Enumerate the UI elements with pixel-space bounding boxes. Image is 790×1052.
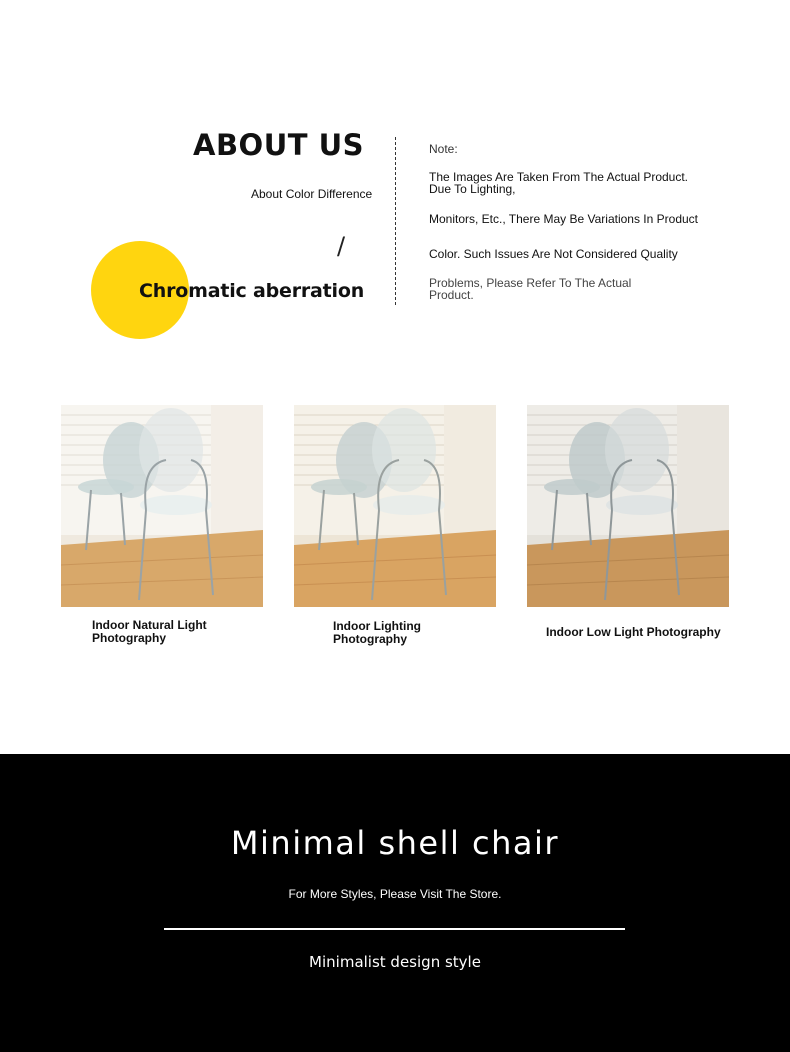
photo-caption-low-light: Indoor Low Light Photography: [546, 625, 721, 639]
note-line-3: Color. Such Issues Are Not Considered Quality: [429, 247, 678, 261]
note-line-2: Monitors, Etc., There May Be Variations In Product: [429, 212, 699, 226]
visit-store-text: For More Styles, Please Visit The Store.: [288, 887, 502, 901]
slash-divider: /: [337, 232, 346, 260]
chair-photo-indoor-lighting: [294, 405, 496, 607]
footer-divider-line: [164, 928, 625, 930]
chromatic-aberration-heading: Chromatic aberration: [139, 280, 365, 302]
design-style-label: Minimalist design style: [309, 953, 481, 971]
about-us-title: ABOUT US: [193, 128, 365, 162]
note-line-1: The Images Are Taken From The Actual Product. Due To Lighting,: [429, 170, 689, 196]
footer-band: [0, 754, 790, 1052]
note-line-4: Problems, Please Refer To The Actual Product.: [429, 276, 632, 302]
note-label: Note:: [429, 142, 458, 156]
photo-caption-natural-light: Indoor Natural Light Photography: [92, 618, 207, 645]
about-color-difference-subtitle: About Color Difference: [251, 187, 373, 201]
dashed-vertical-divider: [395, 137, 396, 305]
chair-photo-low-light: [527, 405, 729, 607]
photo-caption-indoor-lighting: Indoor Lighting Photography: [333, 619, 421, 646]
product-title: Minimal shell chair: [230, 824, 560, 862]
chair-photo-natural-light: [61, 405, 263, 607]
